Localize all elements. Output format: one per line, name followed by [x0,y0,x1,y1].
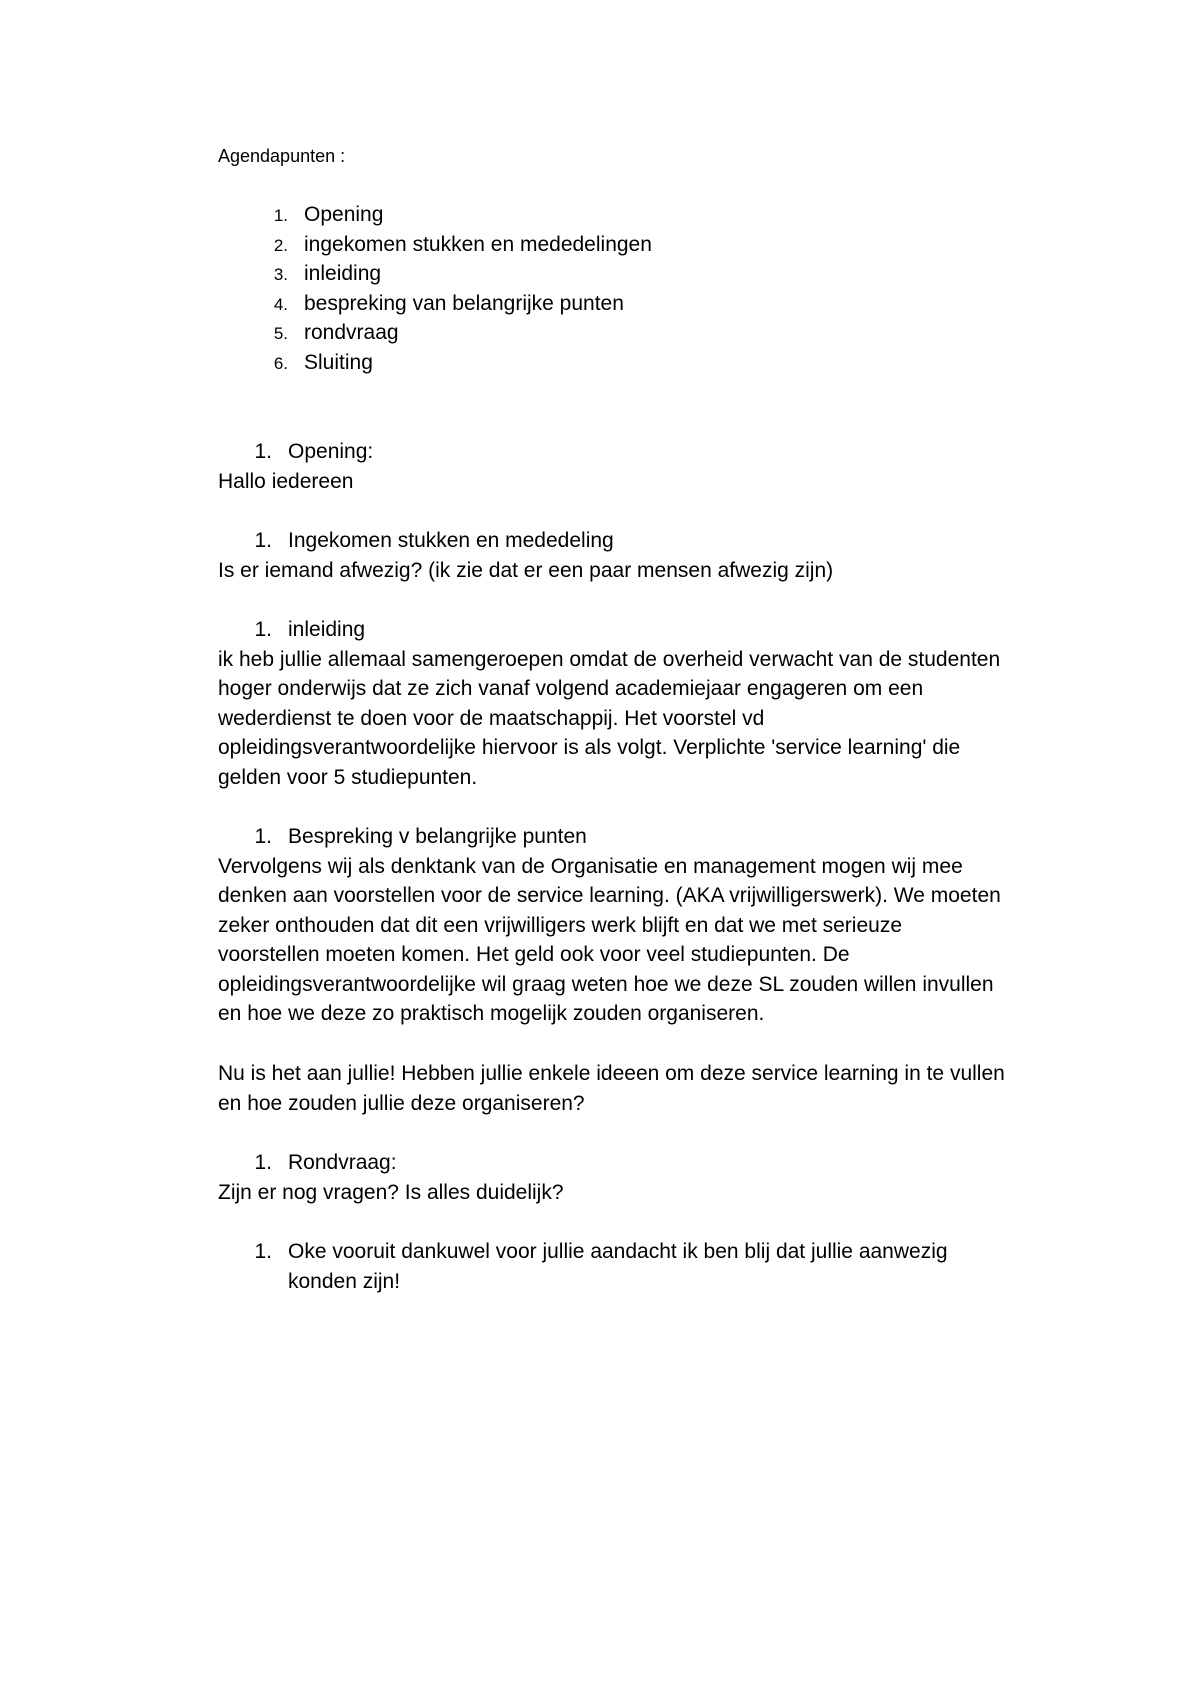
agenda-item-label: ingekomen stukken en mededelingen [304,232,652,256]
agenda-item-label: bespreking van belangrijke punten [304,291,624,315]
section-number: 1. [254,440,272,463]
section-body-line: Vervolgens wij als denktank van de Organisatie en management mogen wij mee [218,854,963,878]
section-body-line: wederdienst te doen voor de maatschappij. Het voorstel vd [218,706,765,730]
agenda-item [218,318,652,348]
agenda-item-number: 3. [273,265,288,284]
section-bespreking [218,822,1088,1029]
section-heading [218,1237,1088,1296]
agenda-heading: Agendapunten : [218,146,346,166]
agenda-item-number: 1. [273,206,288,225]
section-body-line: opleidingsverantwoordelijke hiervoor is als volgt. Verplichte 'service learning' die [218,736,961,759]
section-opening [218,437,1088,496]
closing-text [272,1237,1048,1296]
section-body-line: zeker onthouden dat dit een vrijwilligers werk blijft en dat we met serieuze [218,913,903,937]
section-number: 1. [254,1151,272,1174]
agenda-item-label: Opening [304,203,384,226]
agenda-item-number: 4. [273,294,288,314]
section-body-line: opleidingsverantwoordelijke wil graag weten hoe we deze SL zouden willen invullen [218,972,994,996]
discussion-prompt [218,1059,1088,1118]
section-body-line: voorstellen moeten komen. Het geld ook voor veel studiepunten. De [218,943,850,966]
section-heading [218,437,1088,467]
section-title: Ingekomen stukken en mededeling [288,529,614,552]
section-body-line: hoger onderwijs dat ze zich vanaf volgend academiejaar engageren om een [218,677,924,700]
section-number: 1. [254,1240,272,1263]
section-body: Hallo iedereen [218,469,354,493]
section-body: Zijn er nog vragen? Is alles duidelijk? [218,1180,564,1204]
section-body-line: ik heb jullie allemaal samengeroepen omdat de overheid verwacht van de studenten [218,647,1001,671]
agenda-item [218,259,652,289]
closing-line: konden zijn! [288,1269,401,1293]
section-body-line: denken aan voorstellen voor de service learning. (AKA vrijwilligerswerk). We moeten [218,884,1001,907]
section-heading [218,615,1088,645]
closing-line: Oke vooruit dankuwel voor jullie aandacht ik ben blij dat jullie aanwezig [288,1240,948,1263]
section-ingekomen [218,526,1088,585]
section-rondvraag [218,1148,1088,1207]
section-number: 1. [254,529,272,552]
agenda-item [218,348,652,378]
section-body-line: en hoe we deze zo praktisch mogelijk zouden organiseren. [218,1002,765,1025]
agenda-item-label: Sluiting [304,350,373,374]
prompt-line: en hoe zouden jullie deze organiseren? [218,1091,585,1115]
section-heading [218,1148,1088,1178]
agenda-item [218,230,652,260]
agenda-item-label: inleiding [304,262,382,285]
agenda-item-number: 5. [273,324,288,343]
section-heading [218,822,1088,852]
section-title: Rondvraag: [288,1151,397,1174]
agenda-item [218,289,652,319]
agenda-item-number: 6. [273,353,288,373]
section-inleiding [218,615,1088,792]
agenda-item-number: 2. [273,235,288,255]
section-body: Is er iemand afwezig? (ik zie dat er een paar mensen afwezig zijn) [218,558,834,582]
section-title: Bespreking v belangrijke punten [288,825,587,848]
section-sluiting [218,1237,1088,1296]
section-title: inleiding [288,618,366,641]
section-heading [218,526,1088,556]
agenda-list [218,200,652,377]
section-title: Opening: [288,440,374,463]
prompt-line: Nu is het aan jullie! Hebben jullie enkele ideeen om deze service learning in te vullen [218,1062,1005,1085]
section-number: 1. [254,825,272,848]
agenda-item-label: rondvraag [304,321,399,344]
section-body-line: gelden voor 5 studiepunten. [218,765,478,789]
agenda-item [218,200,652,230]
section-number: 1. [254,618,272,641]
